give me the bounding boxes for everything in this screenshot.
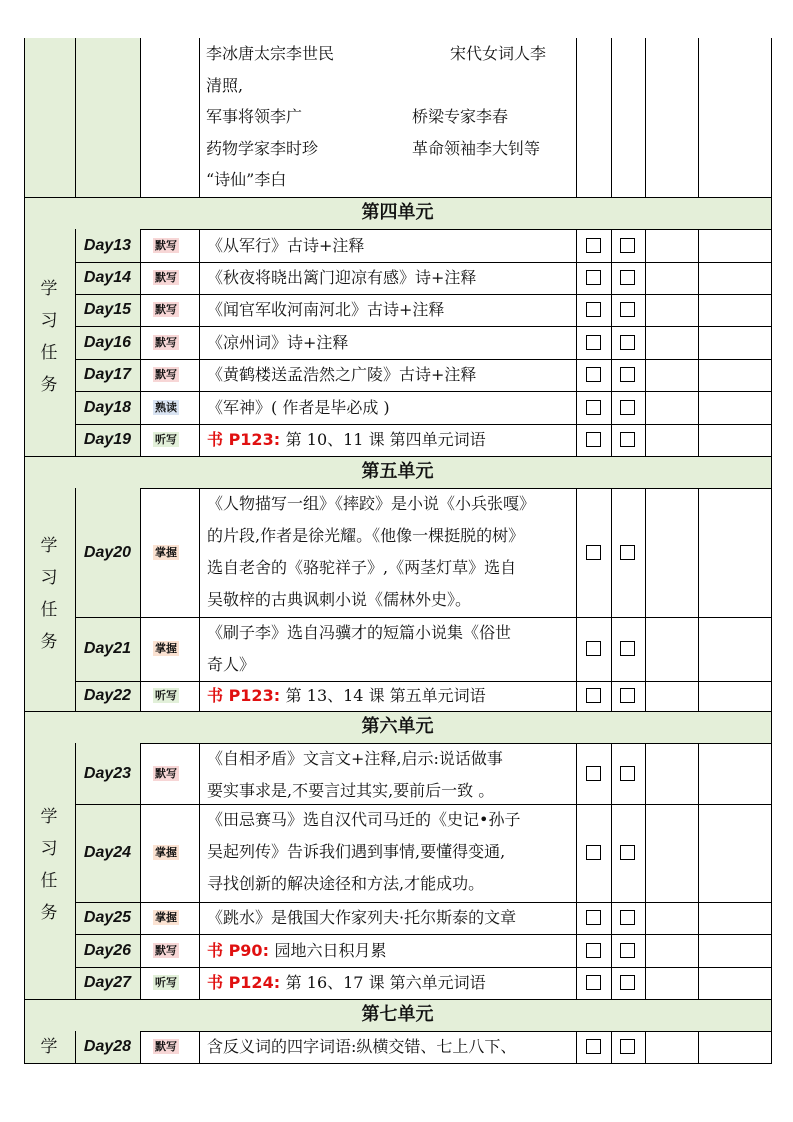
grid-line (24, 1031, 25, 1063)
task-badge: 默写 (155, 271, 177, 284)
task-text: 《田忌赛马》选自汉代司马迁的《史记•孙子 (207, 810, 521, 829)
day-label: Day21 (83, 640, 132, 657)
checkbox[interactable] (620, 766, 635, 781)
book-page-ref: 书 P124: (207, 973, 286, 992)
task-badge: 掌握 (155, 545, 177, 559)
task-badge: 掌握 (155, 846, 177, 859)
grid-line (75, 294, 772, 295)
grid-line (199, 38, 200, 197)
task-text: 要实事求是,不要言过其实,要前后一致 。 (207, 781, 495, 800)
task-text: 的片段,作者是徐光耀。《他像一棵挺脱的树》 (207, 526, 525, 545)
grid-line (611, 488, 612, 711)
grid-line (645, 229, 646, 456)
grid-line (75, 38, 76, 197)
checkbox[interactable] (620, 1039, 635, 1054)
checkbox[interactable] (586, 400, 601, 415)
book-page-ref: 书 P90: (207, 940, 275, 960)
task-text: 《自相矛盾》文言文+注释,启示:说话做事 (207, 749, 503, 768)
checkbox[interactable] (586, 845, 601, 860)
side-label-char: 习 (40, 310, 58, 331)
grid-line (645, 38, 646, 197)
grid-line (24, 456, 772, 457)
day-label: Day23 (83, 764, 132, 782)
checkbox[interactable] (620, 641, 635, 656)
grid-line (698, 743, 699, 999)
task-text-rest: 第 10、11 课 第四单元词语 (285, 430, 486, 449)
grid-line (75, 424, 772, 425)
grid-line (75, 902, 772, 903)
side-label-char: 学 (40, 535, 58, 556)
grid-line (576, 1031, 577, 1063)
checkbox[interactable] (586, 545, 601, 560)
checkbox[interactable] (586, 766, 601, 781)
grid-line (771, 229, 772, 456)
task-text (207, 973, 486, 993)
grid-line (771, 197, 772, 230)
side-label-char: 学 (40, 1037, 58, 1057)
task-badge: 听写 (155, 433, 177, 446)
grid-line (611, 38, 612, 197)
task-text: 《人物描写一组》《摔跤》是小说《小兵张嘎》 (207, 494, 536, 513)
grid-line (645, 1031, 646, 1063)
checkbox[interactable] (620, 432, 635, 447)
checkbox[interactable] (586, 1039, 601, 1054)
day-label: Day15 (83, 301, 132, 318)
checkbox[interactable] (620, 975, 635, 990)
block-text: 桥梁专家李春 (412, 107, 509, 126)
grid-line (611, 229, 612, 456)
side-label-char: 学 (40, 278, 58, 299)
task-badge: 掌握 (155, 911, 177, 924)
task-badge: 熟读 (155, 400, 177, 414)
grid-line (75, 391, 772, 392)
grid-line (24, 999, 25, 1032)
checkbox[interactable] (586, 367, 601, 382)
task-badge: 掌握 (155, 642, 177, 655)
task-badge: 默写 (155, 766, 177, 780)
unit-title: 第五单元 (361, 461, 434, 482)
grid-line (576, 488, 577, 711)
day-label: Day13 (83, 236, 132, 254)
day-label: Day19 (83, 431, 132, 448)
task-text-rest: 园地六日积月累 (274, 940, 387, 960)
grid-line (75, 326, 772, 327)
block-text: 清照, (206, 75, 244, 95)
checkbox[interactable] (586, 641, 601, 656)
grid-line (771, 743, 772, 999)
grid-line (140, 1031, 141, 1063)
side-label-char: 务 (40, 374, 58, 395)
task-text: 《从军行》古诗+注释 (207, 235, 365, 255)
grid-line (645, 743, 646, 999)
checkbox[interactable] (586, 302, 601, 317)
checkbox[interactable] (620, 688, 635, 703)
grid-line (75, 681, 772, 682)
task-badge: 听写 (155, 689, 177, 702)
side-label-char: 习 (40, 567, 58, 588)
grid-line (698, 38, 699, 197)
task-text: 《凉州词》诗+注释 (207, 332, 349, 352)
task-badge: 默写 (155, 943, 177, 957)
day-label: Day24 (83, 844, 132, 861)
checkbox[interactable] (620, 845, 635, 860)
grid-line (24, 197, 772, 198)
task-text: 《黄鹤楼送孟浩然之广陵》古诗+注释 (207, 365, 477, 384)
grid-line (645, 488, 646, 711)
task-text: 《闻官军收河南河北》古诗+注释 (207, 300, 445, 319)
grid-line (611, 743, 612, 999)
grid-line (771, 488, 772, 711)
task-text: 《跳水》是俄国大作家列夫·托尔斯泰的文章 (207, 908, 517, 927)
grid-line (140, 38, 141, 197)
task-text (207, 686, 486, 706)
side-cell-fill (24, 38, 140, 197)
task-text: 寻找创新的解决途径和方法,才能成功。 (207, 874, 485, 893)
grid-line (140, 229, 141, 456)
checkbox[interactable] (586, 975, 601, 990)
side-label-char: 任 (40, 342, 58, 363)
task-text-rest: 第 13、14 课 第五单元词语 (285, 686, 486, 705)
day-label: Day25 (83, 909, 132, 926)
grid-line (24, 1063, 772, 1064)
block-text: “诗仙”李白 (206, 170, 287, 189)
checkbox[interactable] (620, 545, 635, 560)
book-page-ref: 书 P123: (207, 430, 286, 449)
checkbox[interactable] (586, 943, 601, 958)
grid-line (24, 197, 25, 230)
grid-line (24, 488, 25, 711)
grid-line (611, 1031, 612, 1063)
day-label: Day26 (83, 941, 132, 959)
grid-line (199, 488, 200, 711)
task-badge: 默写 (155, 303, 177, 316)
checkbox[interactable] (620, 270, 635, 285)
task-text: 吴起列传》告诉我们遇到事情,要懂得变通, (207, 842, 506, 861)
task-text (207, 430, 486, 450)
grid-line (75, 262, 772, 263)
grid-line (75, 967, 772, 968)
task-badge: 默写 (155, 1040, 177, 1053)
grid-line (75, 229, 76, 456)
grid-line (698, 1031, 699, 1063)
unit-title: 第七单元 (361, 1004, 434, 1025)
task-text: 《军神》( 作者是毕必成 ) (207, 397, 390, 417)
task-badge: 默写 (155, 238, 177, 252)
grid-line (771, 456, 772, 489)
grid-line (199, 1031, 200, 1063)
grid-line (24, 38, 25, 197)
side-label-char: 务 (40, 631, 58, 652)
day-label: Day17 (83, 366, 132, 383)
grid-line (24, 456, 25, 489)
block-text: 军事将领李广 (206, 107, 303, 126)
grid-line (75, 804, 772, 805)
task-badge: 听写 (155, 976, 177, 989)
side-label-char: 学 (40, 807, 58, 827)
grid-line (24, 711, 25, 744)
grid-line (576, 743, 577, 999)
day-label: Day27 (83, 974, 132, 991)
task-text: 奇人》 (207, 655, 256, 674)
grid-line (771, 38, 772, 197)
grid-line (24, 711, 772, 712)
checkbox[interactable] (620, 943, 635, 958)
checkbox[interactable] (620, 238, 635, 253)
grid-line (771, 999, 772, 1032)
checkbox[interactable] (586, 270, 601, 285)
checkbox[interactable] (620, 302, 635, 317)
checkbox[interactable] (586, 432, 601, 447)
task-text: 《秋夜将晓出篱门迎凉有感》诗+注释 (207, 268, 477, 287)
block-text: 李冰唐太宗李世民 (206, 44, 335, 63)
grid-line (771, 1031, 772, 1063)
checkbox[interactable] (586, 688, 601, 703)
grid-line (140, 488, 141, 711)
grid-line (75, 1031, 76, 1063)
grid-line (576, 229, 577, 456)
side-label-char: 任 (40, 871, 58, 891)
task-text-rest: 第 16、17 课 第六单元词语 (285, 973, 486, 992)
grid-line (771, 711, 772, 744)
checkbox[interactable] (620, 910, 635, 925)
grid-line (24, 229, 25, 456)
task-badge: 默写 (155, 335, 177, 349)
day-label: Day22 (83, 687, 132, 704)
side-label-char: 习 (40, 839, 58, 859)
block-text: 宋代女词人李 (450, 44, 547, 63)
checkbox[interactable] (620, 335, 635, 350)
day-label: Day16 (83, 333, 132, 351)
grid-line (199, 229, 200, 456)
grid-line (24, 999, 772, 1000)
grid-line (75, 617, 772, 618)
task-text: 选自老舍的《骆驼祥子》,《两茎灯草》选自 (207, 558, 517, 577)
side-label-char: 务 (40, 903, 58, 923)
task-text (207, 941, 387, 961)
grid-line (75, 934, 772, 935)
checkbox[interactable] (586, 238, 601, 253)
grid-line (75, 488, 76, 711)
day-label: Day18 (83, 398, 132, 416)
grid-line (698, 488, 699, 711)
grid-line (140, 743, 141, 999)
block-text: 革命领袖李大钊等 (412, 138, 541, 158)
day-label: Day20 (83, 543, 132, 561)
side-label-char: 任 (40, 599, 58, 620)
grid-line (199, 743, 200, 999)
day-label: Day14 (83, 269, 132, 286)
task-text: 《刷子李》选自冯骥才的短篇小说集《俗世 (207, 623, 512, 642)
checkbox[interactable] (586, 335, 601, 350)
task-badge: 默写 (155, 368, 177, 381)
grid-line (75, 359, 772, 360)
unit-title: 第六单元 (361, 716, 434, 737)
checkbox[interactable] (620, 400, 635, 415)
grid-line (698, 229, 699, 456)
task-text: 吴敬梓的古典讽刺小说《儒林外史》。 (207, 590, 472, 609)
checkbox[interactable] (586, 910, 601, 925)
grid-line (576, 38, 577, 197)
checkbox[interactable] (620, 367, 635, 382)
day-label: Day28 (83, 1038, 132, 1055)
task-text: 含反义词的四字词语:纵横交错、七上八下、 (207, 1037, 517, 1056)
unit-title: 第四单元 (361, 202, 434, 223)
block-text: 药物学家李时珍 (206, 138, 319, 158)
grid-line (24, 743, 25, 999)
grid-line (75, 743, 76, 999)
book-page-ref: 书 P123: (207, 686, 286, 705)
